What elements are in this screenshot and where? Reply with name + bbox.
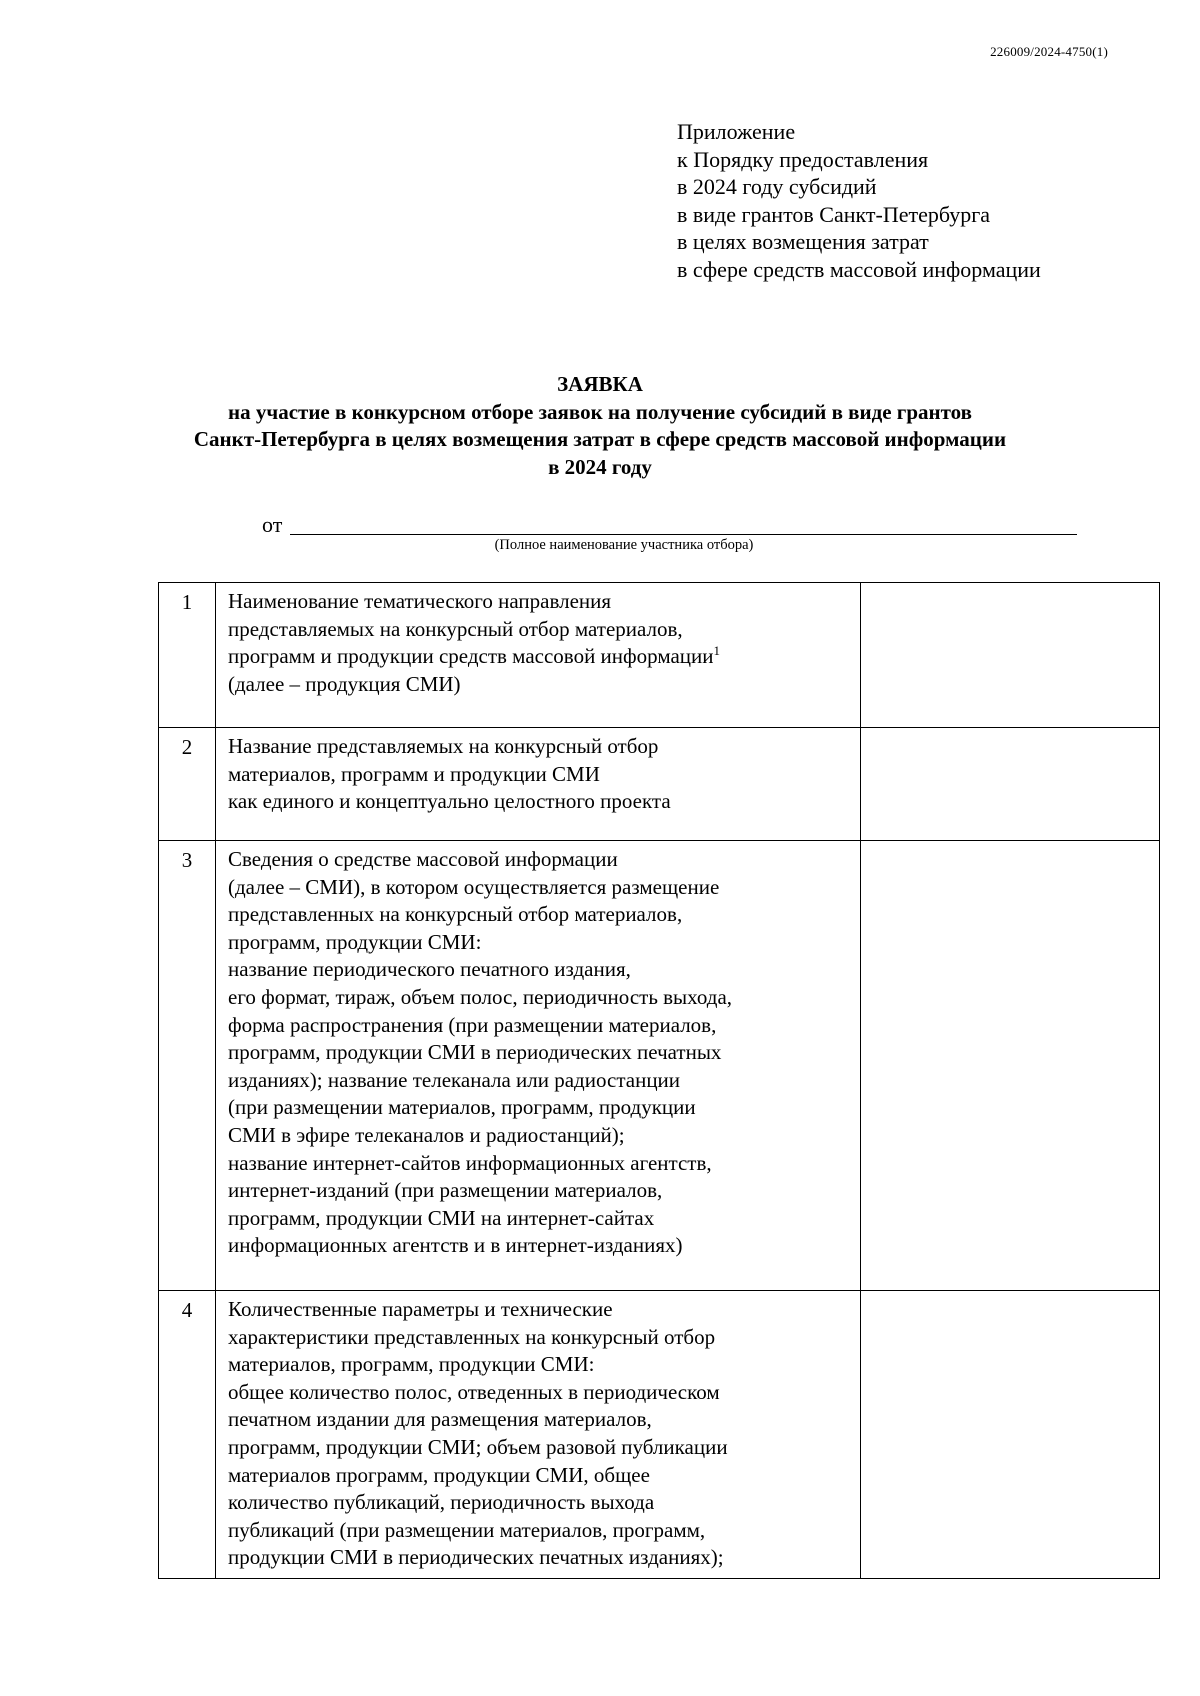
appendix-line: к Порядку предоставления — [677, 146, 929, 172]
document-number: 226009/2024-4750(1) — [990, 44, 1108, 59]
description-line: количество публикаций, периодичность выхода — [228, 1490, 655, 1515]
appendix-line: в сфере средств массовой информации — [677, 256, 1041, 282]
description-line: как единого и концептуально целостного проекта — [228, 789, 671, 814]
description-line: общее количество полос, отведенных в периодическом — [228, 1379, 720, 1404]
row-description — [216, 583, 861, 728]
description-line: (далее – продукция СМИ) — [228, 671, 461, 696]
description-line: программ, продукции СМИ: — [228, 929, 482, 954]
description-line: Название представляемых на конкурсный отбор — [228, 734, 659, 758]
description-line: название периодического печатного издания, — [228, 957, 631, 982]
description-line: изданиях); название телеканала или радиостанции — [228, 1067, 681, 1092]
row-description — [216, 841, 861, 1291]
row-value-cell[interactable] — [861, 583, 1160, 728]
description-line: представленных на конкурсный отбор материалов, — [228, 902, 683, 927]
description-line-with-footnote — [228, 643, 854, 671]
row-number: 4 — [159, 1291, 216, 1579]
application-table — [158, 582, 1160, 1579]
description-line: материалов программ, продукции СМИ, общее — [228, 1462, 650, 1487]
participant-name-caption: (Полное наименование участника отбора) — [494, 537, 754, 553]
appendix-line: в виде грантов Санкт-Петербурга — [677, 201, 991, 227]
description-line: СМИ в эфире телеканалов и радиостанций); — [228, 1122, 625, 1147]
row-description — [216, 1291, 861, 1579]
description-line: программ, продукции СМИ в периодических печатных — [228, 1040, 722, 1065]
description-line: его формат, тираж, объем полос, периодичность выхода, — [228, 984, 733, 1009]
description-line: представляемых на конкурсный отбор материалов, — [228, 616, 683, 641]
table-row — [159, 728, 1160, 841]
description-line: продукции СМИ в периодических печатных изданиях); — [228, 1545, 724, 1570]
description-line: название интернет-сайтов информационных агентств, — [228, 1150, 712, 1175]
row-value-cell[interactable] — [861, 1291, 1160, 1579]
description-line: программ, продукции СМИ на интернет-сайтах — [228, 1205, 655, 1230]
document-title — [0, 371, 1200, 481]
description-line: Сведения о средстве массовой информации — [228, 847, 618, 871]
description-line: программ и продукции средств массовой информации — [228, 644, 714, 669]
appendix-line: в 2024 году субсидий — [677, 174, 877, 199]
description-line: публикаций (при размещении материалов, программ, — [228, 1517, 706, 1542]
description-line: программ, продукции СМИ; объем разовой публикации — [228, 1434, 728, 1459]
row-number: 3 — [159, 841, 216, 1291]
description-line: Наименование тематического направления — [228, 589, 612, 613]
description-line: характеристики представленных на конкурсный отбор — [228, 1324, 716, 1349]
description-line: информационных агентств и в интернет-изданиях) — [228, 1233, 683, 1258]
table-row — [159, 583, 1160, 728]
appendix-line: в целях возмещения затрат — [677, 229, 929, 254]
appendix-line: Приложение — [677, 119, 796, 144]
description-line: печатном издании для размещения материалов, — [228, 1407, 652, 1432]
description-line: форма распространения (при размещении материалов, — [228, 1012, 717, 1037]
row-value-cell[interactable] — [861, 728, 1160, 841]
description-line: Количественные параметры и технические — [228, 1297, 613, 1321]
title-heading: ЗАЯВКА — [557, 372, 643, 396]
table-row — [159, 841, 1160, 1291]
from-label: от — [262, 512, 283, 537]
title-line: в 2024 году — [548, 454, 652, 479]
row-value-cell[interactable] — [861, 841, 1160, 1291]
description-line: материалов, программ, продукции СМИ: — [228, 1352, 595, 1377]
participant-name-field[interactable] — [290, 534, 1077, 535]
footnote-mark: 1 — [713, 643, 721, 659]
appendix-block — [677, 118, 1041, 283]
description-line: интернет-изданий (при размещении материалов, — [228, 1178, 663, 1203]
description-line: материалов, программ и продукции СМИ — [228, 761, 600, 786]
row-number: 2 — [159, 728, 216, 841]
title-line: на участие в конкурсном отборе заявок на получение субсидий в виде грантов — [228, 399, 972, 424]
table-row — [159, 1291, 1160, 1579]
title-line: Санкт-Петербурга в целях возмещения затрат в сфере средств массовой информации — [193, 427, 1007, 451]
row-number: 1 — [159, 583, 216, 728]
description-line: (при размещении материалов, программ, продукции — [228, 1095, 696, 1120]
description-line: (далее – СМИ), в котором осуществляется размещение — [228, 874, 720, 899]
row-description — [216, 728, 861, 841]
